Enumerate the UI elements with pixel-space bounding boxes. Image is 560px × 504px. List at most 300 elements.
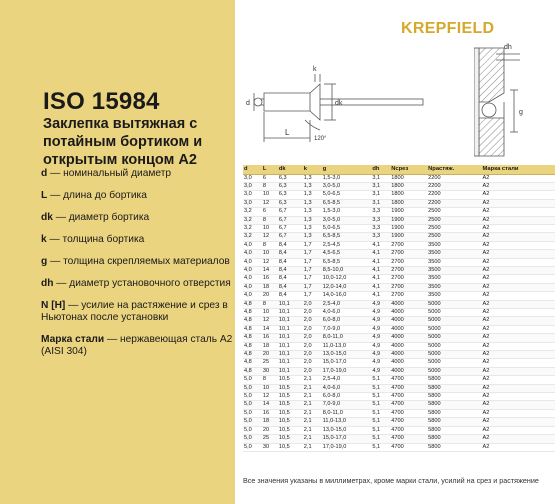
table-row (243, 191, 555, 199)
table-cell: 4700 (390, 418, 427, 426)
table-cell: 1,3 (303, 233, 322, 241)
table-cell: 2500 (427, 208, 481, 216)
legend-desc: — нержавеющая сталь A2 (AISI 304) (41, 334, 233, 357)
table-cell: 3500 (427, 275, 481, 283)
table-cell: 6,5-8,5 (322, 233, 372, 241)
table-cell: 5,0 (243, 435, 262, 443)
table-cell: 4700 (390, 401, 427, 409)
table-cell: 10,5 (278, 401, 303, 409)
table-cell: 1,7 (303, 283, 322, 291)
table-cell: 4700 (390, 426, 427, 434)
table-cell: 3,0 (243, 199, 262, 207)
table-cell: 4,0 (243, 275, 262, 283)
table-cell: 2700 (390, 266, 427, 274)
legend (41, 168, 233, 368)
table-cell: 5,1 (371, 409, 390, 417)
table-cell: 14 (262, 325, 278, 333)
label-L: L (285, 128, 290, 137)
table-cell: 6,7 (278, 216, 303, 224)
table-cell: 12 (262, 258, 278, 266)
label-k: k (313, 66, 317, 73)
table-row (243, 233, 555, 241)
table-cell: 5,0 (243, 393, 262, 401)
table-cell: 2,5-4,0 (322, 376, 372, 384)
table-cell: 6,7 (278, 208, 303, 216)
legend-term: g (41, 256, 48, 267)
legend-desc: — диаметр бортика (52, 212, 150, 223)
table-cell: 4,9 (371, 325, 390, 333)
table-cell: 5800 (427, 384, 481, 392)
column-header: Марка стали (482, 165, 555, 174)
table-cell: 2200 (427, 174, 481, 182)
table-cell: 8 (262, 241, 278, 249)
hole-diagram (474, 38, 560, 158)
table-cell: 20 (262, 351, 278, 359)
table-row (243, 418, 555, 426)
table-cell: 4,8 (243, 342, 262, 350)
table-cell: 18 (262, 418, 278, 426)
table-cell: 3,2 (243, 233, 262, 241)
column-header: Nрастяж. (427, 165, 481, 174)
table-cell: 2700 (390, 292, 427, 300)
table-cell: A2 (482, 359, 555, 367)
table-cell: 10,5 (278, 443, 303, 451)
table-cell: 2200 (427, 191, 481, 199)
legend-term: d (41, 168, 48, 179)
table-cell: 8,4 (278, 250, 303, 258)
table-cell: 5,0 (243, 376, 262, 384)
table-cell: 5,1 (371, 384, 390, 392)
table-cell: 1,7 (303, 241, 322, 249)
table-cell: 25 (262, 435, 278, 443)
table-cell: A2 (482, 418, 555, 426)
legend-item (41, 334, 233, 358)
table-cell: 5,1 (371, 426, 390, 434)
table-cell: 25 (262, 359, 278, 367)
table-cell: 1,5-3,0 (322, 208, 372, 216)
table-cell: 2,0 (303, 334, 322, 342)
legend-desc: — диаметр установочного отверстия (53, 278, 231, 289)
table-cell: 2,0 (303, 367, 322, 375)
table-cell: 5000 (427, 351, 481, 359)
table-cell: 10,1 (278, 334, 303, 342)
table-cell: 3500 (427, 266, 481, 274)
table-cell: 4,0 (243, 283, 262, 291)
table-cell: 4,0 (243, 258, 262, 266)
table-cell: 1,3 (303, 182, 322, 190)
table-cell: 17,0-19,0 (322, 443, 372, 451)
table-cell: 5,1 (371, 393, 390, 401)
table-cell: 4000 (390, 342, 427, 350)
table-cell: 8 (262, 182, 278, 190)
table-cell: 12 (262, 317, 278, 325)
legend-item (41, 212, 233, 224)
table-cell: 16 (262, 409, 278, 417)
table-cell: 5,0 (243, 426, 262, 434)
table-row (243, 376, 555, 384)
table-cell: 5800 (427, 426, 481, 434)
table-cell: 1900 (390, 208, 427, 216)
table-cell: 4,1 (371, 275, 390, 283)
table-cell: 5,0 (243, 384, 262, 392)
table-cell: 5800 (427, 443, 481, 451)
table-cell: A2 (482, 191, 555, 199)
table-cell: 2,1 (303, 401, 322, 409)
table-cell: 2,1 (303, 435, 322, 443)
legend-term: Марка стали (41, 334, 105, 345)
table-cell: 4,8 (243, 359, 262, 367)
table-cell: 4000 (390, 359, 427, 367)
table-cell: 8,4 (278, 241, 303, 249)
legend-term: N [H] (41, 300, 66, 311)
table-cell: A2 (482, 376, 555, 384)
table-cell: 3,0 (243, 191, 262, 199)
table-row (243, 241, 555, 249)
table-row (243, 174, 555, 182)
table-cell: 2,0 (303, 317, 322, 325)
legend-item (41, 300, 233, 324)
table-cell: A2 (482, 443, 555, 451)
table-cell: 1,7 (303, 258, 322, 266)
legend-desc: — толщина скрепляемых материалов (47, 256, 230, 267)
brand-logo: KREPFIELD (401, 20, 495, 37)
table-cell: 8,0-11,0 (322, 409, 372, 417)
table-cell: A2 (482, 275, 555, 283)
table-cell: 8,4 (278, 283, 303, 291)
table-cell: 3500 (427, 258, 481, 266)
table-cell: 3,0-5,0 (322, 216, 372, 224)
table-row (243, 258, 555, 266)
table-cell: 8,4 (278, 275, 303, 283)
table-cell: 4,9 (371, 342, 390, 350)
table-cell: 1,3 (303, 208, 322, 216)
table-cell: 5800 (427, 418, 481, 426)
table-cell: A2 (482, 435, 555, 443)
table-row (243, 224, 555, 232)
page-title: ISO 15984 (43, 88, 160, 115)
table-cell: 4,1 (371, 266, 390, 274)
table-cell: 1800 (390, 182, 427, 190)
table-cell: 4,8 (243, 334, 262, 342)
table-cell: 12 (262, 199, 278, 207)
table-cell: 14,0-16,0 (322, 292, 372, 300)
table-cell: 5,0 (243, 443, 262, 451)
table-cell: 14 (262, 401, 278, 409)
table-cell: 8 (262, 216, 278, 224)
table-cell: A2 (482, 367, 555, 375)
table-cell: 3,3 (371, 216, 390, 224)
table-cell: 8,4 (278, 292, 303, 300)
table-cell: 2,0 (303, 342, 322, 350)
table-cell: A2 (482, 233, 555, 241)
table-cell: 10,5 (278, 418, 303, 426)
table-cell: 4,0-6,0 (322, 384, 372, 392)
legend-item (41, 190, 233, 202)
table-cell: 6,7 (278, 224, 303, 232)
table-cell: 1,7 (303, 292, 322, 300)
table-cell: 4700 (390, 393, 427, 401)
legend-term: k (41, 234, 47, 245)
table-cell: 2,0 (303, 351, 322, 359)
table-cell: 5,1 (371, 435, 390, 443)
table-cell: 4,9 (371, 300, 390, 308)
table-cell: 20 (262, 426, 278, 434)
table-row (243, 216, 555, 224)
table-cell: 6,7 (278, 233, 303, 241)
legend-term: dk (41, 212, 53, 223)
table-cell: 1,3 (303, 224, 322, 232)
table-cell: 3,3 (371, 224, 390, 232)
table-cell: A2 (482, 292, 555, 300)
table-row (243, 435, 555, 443)
table-cell: 4,0 (243, 292, 262, 300)
table-cell: A2 (482, 334, 555, 342)
table-cell: 8 (262, 376, 278, 384)
table-cell: 5000 (427, 317, 481, 325)
table-row (243, 317, 555, 325)
table-cell: 8 (262, 300, 278, 308)
label-angle: 120° (314, 136, 327, 142)
table-cell: 15,0-17,0 (322, 359, 372, 367)
table-cell: 3,2 (243, 208, 262, 216)
table-cell: A2 (482, 174, 555, 182)
table-cell: 2500 (427, 216, 481, 224)
table-cell: 3,0-5,0 (322, 182, 372, 190)
table-cell: 2,0 (303, 359, 322, 367)
table-cell: 5,0 (243, 401, 262, 409)
table-row (243, 384, 555, 392)
label-g: g (519, 109, 523, 116)
table-row (243, 393, 555, 401)
table-cell: 2,1 (303, 418, 322, 426)
table-cell: 3,1 (371, 174, 390, 182)
table-cell: 6,5-8,5 (322, 258, 372, 266)
table-cell: 3,1 (371, 191, 390, 199)
table-cell: 5,1 (371, 418, 390, 426)
table-cell: 30 (262, 443, 278, 451)
table-cell: 4000 (390, 309, 427, 317)
table-cell: 2700 (390, 258, 427, 266)
legend-desc: — толщина бортика (46, 234, 145, 245)
table-header-row (243, 165, 555, 174)
table-row (243, 250, 555, 258)
table-cell: 5800 (427, 435, 481, 443)
table-cell: 2700 (390, 241, 427, 249)
table-cell: 1,3 (303, 216, 322, 224)
table-cell: 6,3 (278, 182, 303, 190)
table-row (243, 266, 555, 274)
table-cell: 4,9 (371, 351, 390, 359)
table-cell: 1900 (390, 216, 427, 224)
table-row (243, 426, 555, 434)
table-cell: 7,0-9,0 (322, 325, 372, 333)
table-cell: 13,0-15,0 (322, 426, 372, 434)
table-cell: 10,1 (278, 359, 303, 367)
table-cell: 2,0 (303, 300, 322, 308)
table-cell: 2,1 (303, 426, 322, 434)
table-cell: 4000 (390, 325, 427, 333)
table-cell: 16 (262, 334, 278, 342)
table-cell: A2 (482, 351, 555, 359)
table-cell: 1,3 (303, 199, 322, 207)
table-cell: 4700 (390, 376, 427, 384)
table-row (243, 342, 555, 350)
table-cell: 3500 (427, 241, 481, 249)
legend-desc: — номинальный диаметр (47, 168, 172, 179)
table-cell: 3500 (427, 250, 481, 258)
table-cell: 5,0 (243, 418, 262, 426)
table-row (243, 334, 555, 342)
column-header: dh (371, 165, 390, 174)
table-cell: 4,0 (243, 250, 262, 258)
table-cell: 4,8 (243, 317, 262, 325)
table-cell: 1,7 (303, 266, 322, 274)
table-cell: 4000 (390, 351, 427, 359)
label-dk: dk (335, 100, 343, 107)
table-cell: 18 (262, 342, 278, 350)
table-cell: 4,8 (243, 351, 262, 359)
table-cell: 8,5-10,0 (322, 266, 372, 274)
table-cell: A2 (482, 258, 555, 266)
table-cell: 5800 (427, 393, 481, 401)
table-cell: 2,5-4,5 (322, 241, 372, 249)
table-row (243, 275, 555, 283)
table-cell: 3,0 (243, 174, 262, 182)
table-cell: A2 (482, 208, 555, 216)
table-cell: 3,2 (243, 216, 262, 224)
table-cell: 2200 (427, 199, 481, 207)
table-cell: 2,5-4,0 (322, 300, 372, 308)
table-cell: A2 (482, 309, 555, 317)
table-row (243, 199, 555, 207)
table-cell: A2 (482, 342, 555, 350)
legend-item (41, 278, 233, 290)
table-cell: 11,0-13,0 (322, 418, 372, 426)
table-cell: 5000 (427, 367, 481, 375)
table-cell: 10,5 (278, 393, 303, 401)
table-cell: 3,0 (243, 182, 262, 190)
table-cell: 4,0 (243, 266, 262, 274)
label-d: d (246, 100, 250, 107)
table-cell: 6,5-8,5 (322, 199, 372, 207)
table-cell: 8,4 (278, 258, 303, 266)
table-cell: 4,9 (371, 367, 390, 375)
table-cell: 2,1 (303, 376, 322, 384)
column-header: dk (278, 165, 303, 174)
table-cell: A2 (482, 216, 555, 224)
table-cell: 4000 (390, 317, 427, 325)
table-cell: 14 (262, 266, 278, 274)
table-cell: 4,9 (371, 317, 390, 325)
table-cell: 4000 (390, 334, 427, 342)
table-cell: 3,1 (371, 199, 390, 207)
table-cell: 1,7 (303, 250, 322, 258)
table-cell: 1800 (390, 199, 427, 207)
table-cell: 6,3 (278, 199, 303, 207)
table-cell: 5,0-6,5 (322, 191, 372, 199)
table-cell: A2 (482, 317, 555, 325)
table-row (243, 309, 555, 317)
table-cell: 5000 (427, 325, 481, 333)
table-cell: 4700 (390, 384, 427, 392)
table-cell: 2500 (427, 233, 481, 241)
table-cell: 4,5-6,5 (322, 250, 372, 258)
table-cell: 2,1 (303, 409, 322, 417)
table-cell: 2700 (390, 275, 427, 283)
table-cell: 3500 (427, 283, 481, 291)
table-cell: 10 (262, 191, 278, 199)
legend-desc: — усилие на растяжение и срез в Ньютонах после установки (41, 300, 228, 323)
table-cell: 4,1 (371, 250, 390, 258)
table-cell: 5000 (427, 359, 481, 367)
table-cell: 6,0-8,0 (322, 393, 372, 401)
table-row (243, 409, 555, 417)
table-cell: 6 (262, 174, 278, 182)
table-cell: A2 (482, 393, 555, 401)
table-cell: 12 (262, 393, 278, 401)
table-cell: 1800 (390, 191, 427, 199)
table-row (243, 351, 555, 359)
table-row (243, 300, 555, 308)
table-cell: 18 (262, 283, 278, 291)
table-cell: 10,5 (278, 426, 303, 434)
table-row (243, 401, 555, 409)
table-cell: 2,1 (303, 443, 322, 451)
table-cell: 10,5 (278, 384, 303, 392)
table-cell: A2 (482, 182, 555, 190)
left-panel (0, 0, 235, 504)
legend-term: dh (41, 278, 54, 289)
table-cell: A2 (482, 250, 555, 258)
table-cell: 5,1 (371, 376, 390, 384)
spec-table (243, 165, 555, 452)
table-cell: 7,0-9,0 (322, 401, 372, 409)
table-cell: 1900 (390, 233, 427, 241)
table-cell: 3500 (427, 292, 481, 300)
table-cell: A2 (482, 384, 555, 392)
table-cell: 4,9 (371, 334, 390, 342)
table-cell: 6,3 (278, 174, 303, 182)
table-row (243, 283, 555, 291)
table-cell: A2 (482, 426, 555, 434)
table-cell: 10 (262, 250, 278, 258)
table-cell: 10 (262, 224, 278, 232)
table-cell: 4000 (390, 367, 427, 375)
label-dh: dh (504, 44, 512, 51)
table-cell: 4,9 (371, 359, 390, 367)
column-header: k (303, 165, 322, 174)
table-cell: A2 (482, 224, 555, 232)
column-header: g (322, 165, 372, 174)
table-cell: 5000 (427, 309, 481, 317)
footnote: Все значения указаны в миллиметрах, кроме марки стали, усилий на срез и растяжение (243, 476, 539, 485)
table-cell: 4,8 (243, 309, 262, 317)
table-cell: 10 (262, 309, 278, 317)
table-row (243, 325, 555, 333)
table-cell: 5,0-6,5 (322, 224, 372, 232)
table-cell: 2,0 (303, 309, 322, 317)
table-cell: A2 (482, 283, 555, 291)
table-cell: 10,1 (278, 367, 303, 375)
table-cell: 4700 (390, 409, 427, 417)
table-cell: 8,4 (278, 266, 303, 274)
table-cell: 10,0-12,0 (322, 275, 372, 283)
table-cell: 13,0-15,0 (322, 351, 372, 359)
table-cell: 6,3 (278, 191, 303, 199)
table-cell: 11,0-13,0 (322, 342, 372, 350)
legend-item (41, 256, 233, 268)
table-cell: 10,5 (278, 376, 303, 384)
